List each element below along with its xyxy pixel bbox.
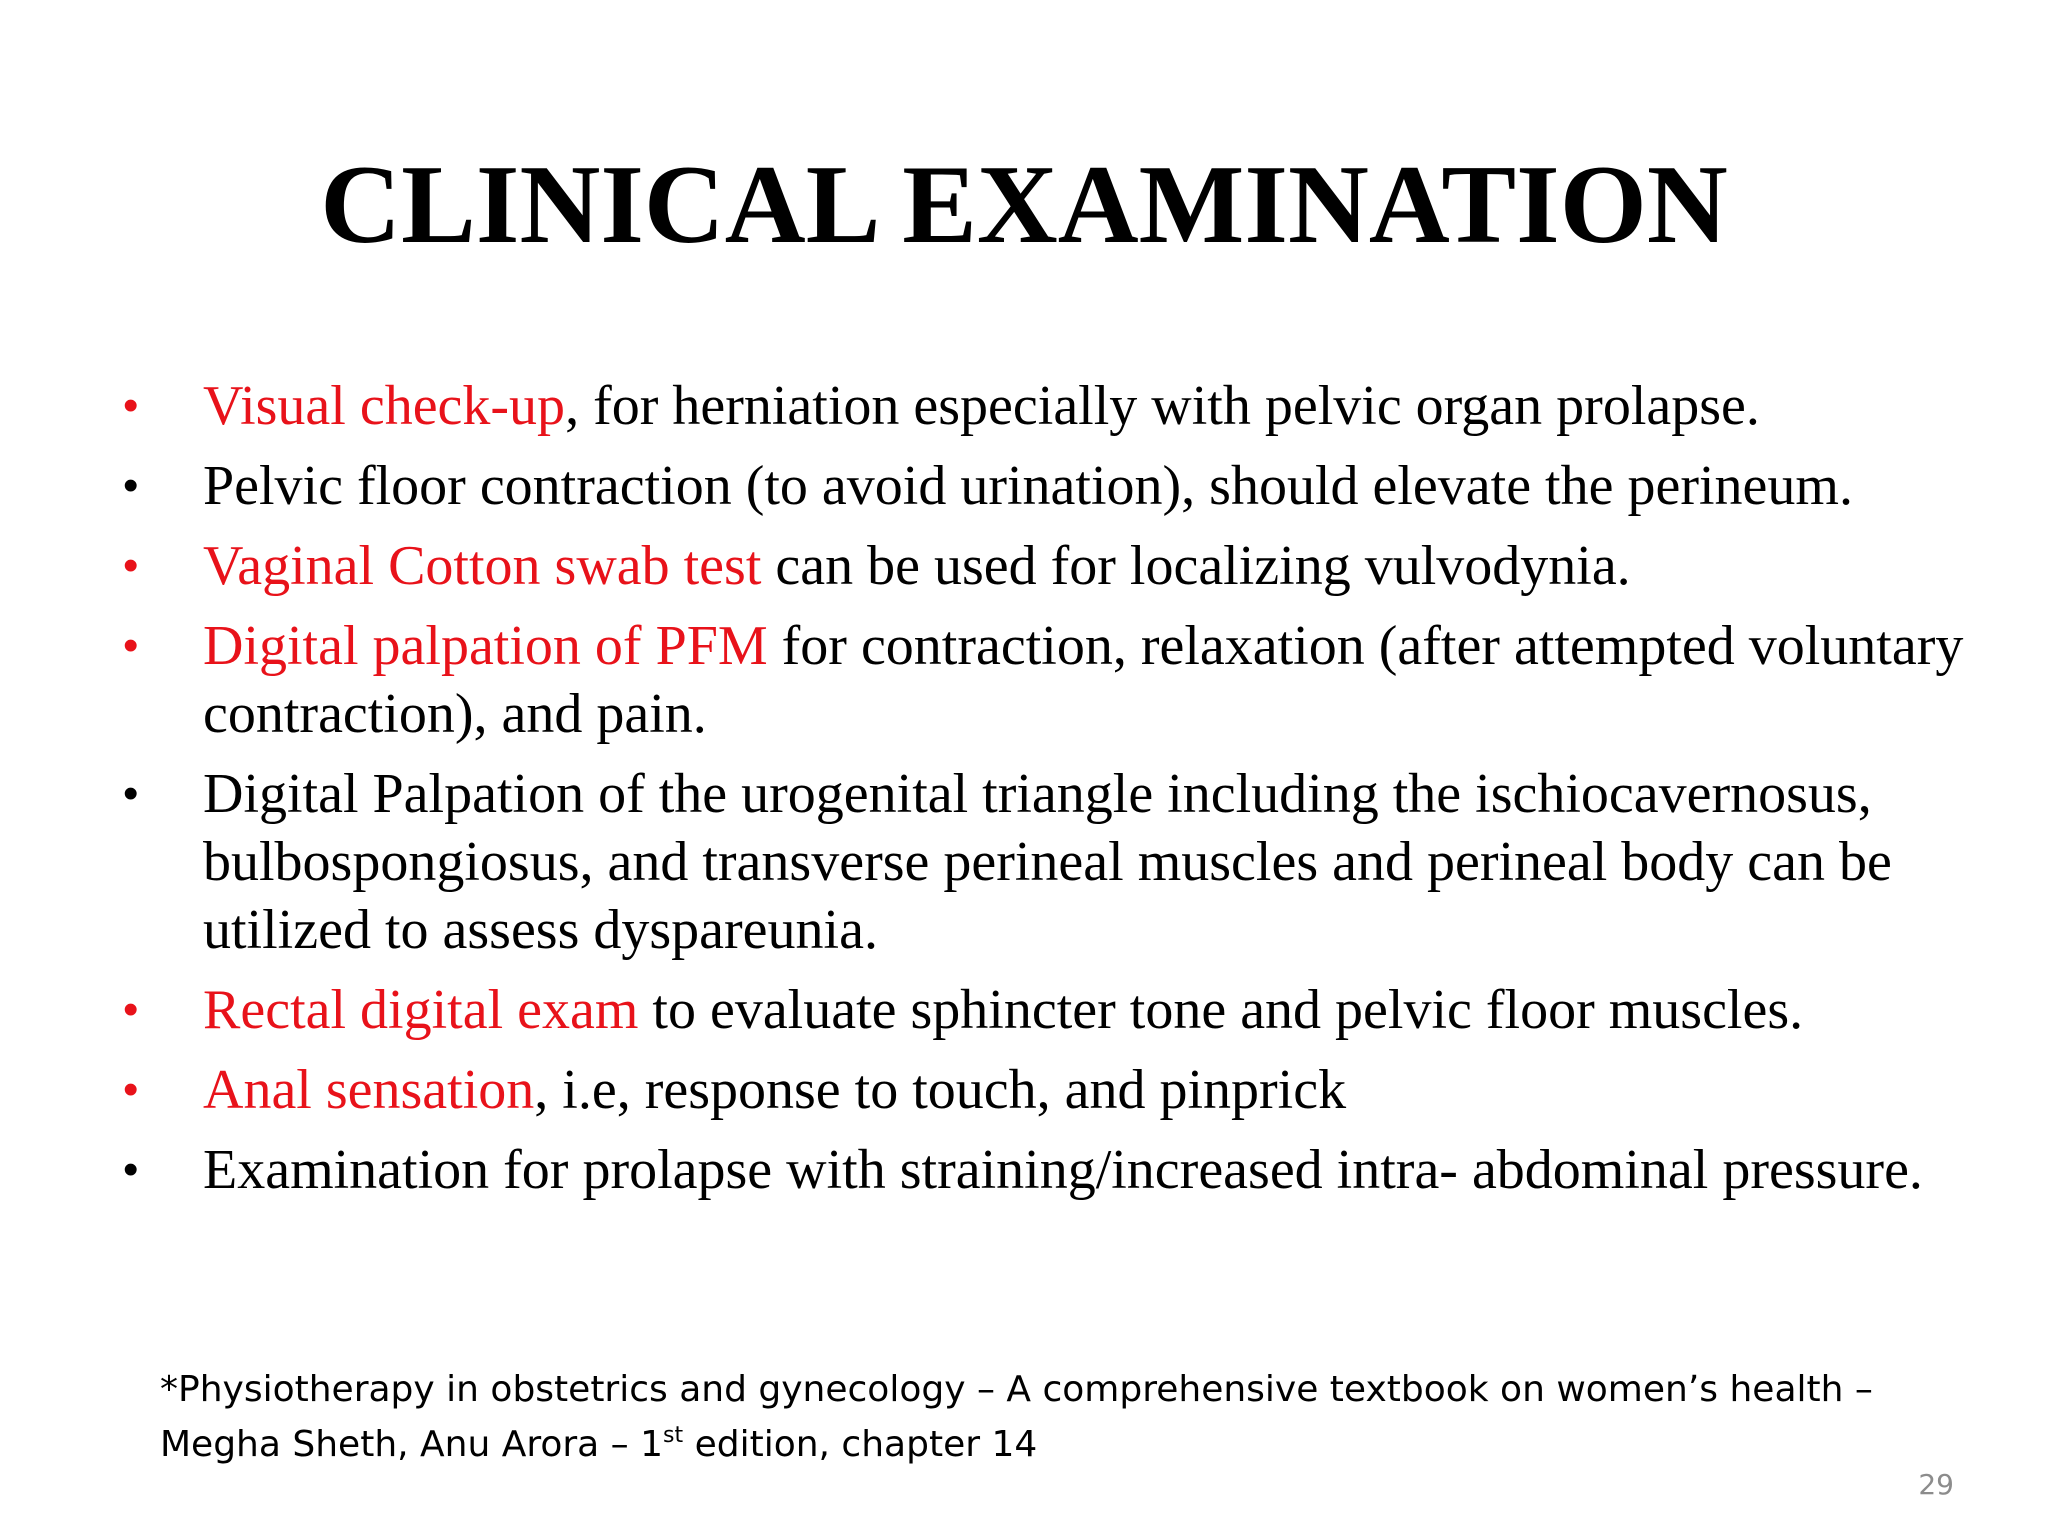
bullet-dot-icon: • [123, 381, 139, 430]
bullet-item [0, 612, 1983, 748]
bullet-item [0, 1056, 1983, 1124]
bullet-dot-icon: • [123, 769, 139, 818]
bullet-text: to evaluate sphincter tone and pelvic floor muscles. [638, 979, 1804, 1041]
bullet-highlight: Vaginal Cotton swab test [203, 535, 762, 597]
reference-superscript: st [663, 1423, 684, 1448]
bullet-highlight: Visual check-up [203, 375, 566, 437]
bullet-dot-icon: • [123, 1065, 139, 1114]
bullet-highlight: Anal sensation [203, 1059, 535, 1121]
bullet-dot-icon: • [123, 621, 139, 670]
reference-text-end: edition, chapter 14 [683, 1424, 1038, 1465]
bullet-text: Examination for prolapse with straining/increased intra- abdominal pressure. [203, 1139, 1923, 1201]
bullet-item [0, 372, 1983, 440]
page-number: 29 [1918, 1468, 1954, 1501]
bullet-item [0, 760, 1983, 964]
bullet-text: Digital Palpation of the urogenital triangle including the ischiocavernosus, bulbospongiosus, and transverse perineal muscles and perineal body can be utilized to assess dyspareunia. [203, 763, 1892, 961]
bullet-item [0, 1136, 1983, 1204]
bullet-highlight: Rectal digital exam [203, 979, 639, 1041]
reference-text: *Physiotherapy in obstetrics and gynecology – A comprehensive textbook on women’s health – Megha Sheth, Anu Arora – 1 [160, 1369, 1873, 1465]
bullet-text: Pelvic floor contraction (to avoid urination), should elevate the perineum. [203, 455, 1853, 517]
bullet-dot-icon: • [123, 1145, 139, 1194]
bullet-item [0, 976, 1983, 1044]
bullet-text: for contraction, relaxation (after attempted voluntary contraction), and pain. [203, 615, 1964, 745]
bullet-dot-icon: • [123, 985, 139, 1034]
slide-title: CLINICAL EXAMINATION [320, 143, 1728, 267]
bullet-dot-icon: • [123, 541, 139, 590]
bullet-highlight: Digital palpation of PFM [203, 615, 768, 677]
reference-citation [160, 1362, 1940, 1472]
bullet-text: can be used for localizing vulvodynia. [761, 535, 1631, 597]
bullet-dot-icon: • [123, 461, 139, 510]
bullet-item [0, 452, 1983, 520]
bullet-list [0, 372, 2048, 1216]
bullet-text: , i.e, response to touch, and pinprick [534, 1059, 1347, 1121]
bullet-item [0, 532, 1983, 600]
bullet-text: , for herniation especially with pelvic organ prolapse. [565, 375, 1760, 437]
